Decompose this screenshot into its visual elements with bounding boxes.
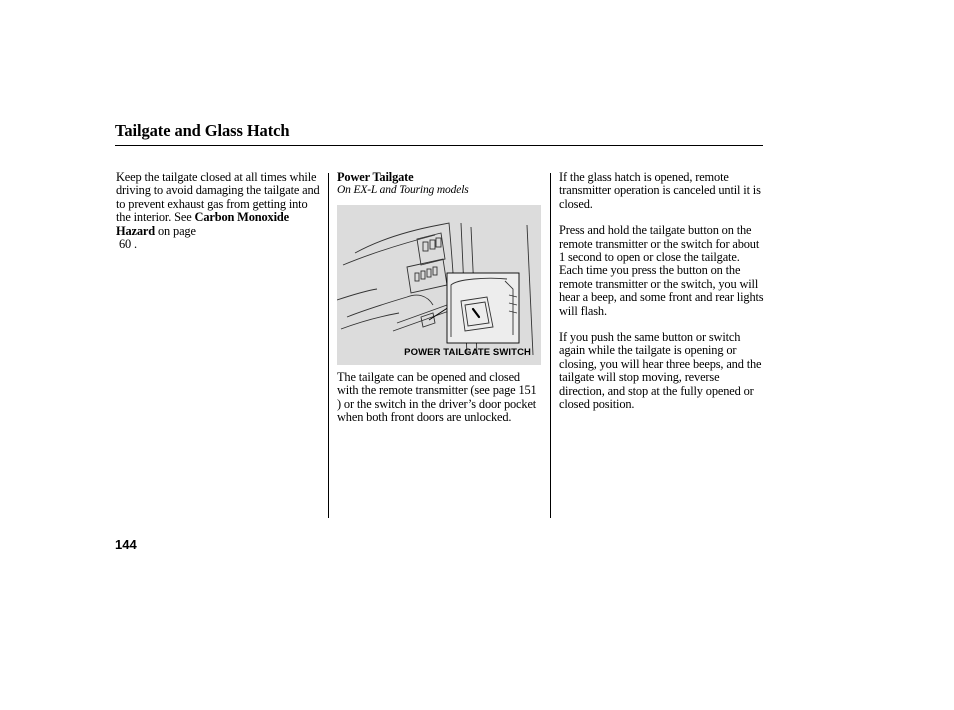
col1-paragraph <box>116 171 322 251</box>
column-divider-2 <box>550 173 551 518</box>
column-2-body <box>337 371 543 425</box>
column-1 <box>116 171 322 251</box>
col1-text-after: on page <box>157 223 196 238</box>
page-number: 144 <box>115 537 137 552</box>
carbon-monoxide-link[interactable]: Carbon Monoxide Hazard <box>116 210 289 238</box>
model-subheading: On EX-L and Touring models <box>337 184 469 197</box>
column-3 <box>559 171 765 412</box>
column-divider-1 <box>328 173 329 518</box>
col3-paragraph-1: If the glass hatch is opened, remote transmitter operation is canceled until it is closed. <box>559 170 761 211</box>
figure-caption: POWER TAILGATE SWITCH <box>404 347 531 358</box>
col1-page-ref[interactable]: 60 . <box>118 237 137 252</box>
title-rule <box>115 145 763 146</box>
col2-body-paragraph: The tailgate can be opened and closed with the remote transmitter (see page 151 ) or the switch in the driver’s door pocket when both front doors are unlocked. <box>337 370 537 425</box>
tailgate-switch-figure <box>337 205 541 365</box>
door-pocket-illustration-icon <box>337 205 541 365</box>
col3-paragraph-2: Press and hold the tailgate button on the remote transmitter or the switch for about 1 second to open or close the tailgate. Each time you press the button on the remote transmitter or the switch, you will hear a beep, and some front and rear lights will flash. <box>559 223 764 318</box>
power-tailgate-heading: Power Tailgate <box>337 170 414 184</box>
col3-paragraph-3: If you push the same button or switch again while the tailgate is opening or closing, you will hear three beeps, and the tailgate will stop moving, reverse direction, and stop at the fully opened or closed position. <box>559 330 762 412</box>
column-2 <box>337 171 543 197</box>
page-title: Tailgate and Glass Hatch <box>115 121 290 140</box>
col1-text-before: Keep the tailgate closed at all times while driving to avoid damaging the tailgate and to prevent exhaust gas from getting into the interior. See <box>116 170 320 225</box>
